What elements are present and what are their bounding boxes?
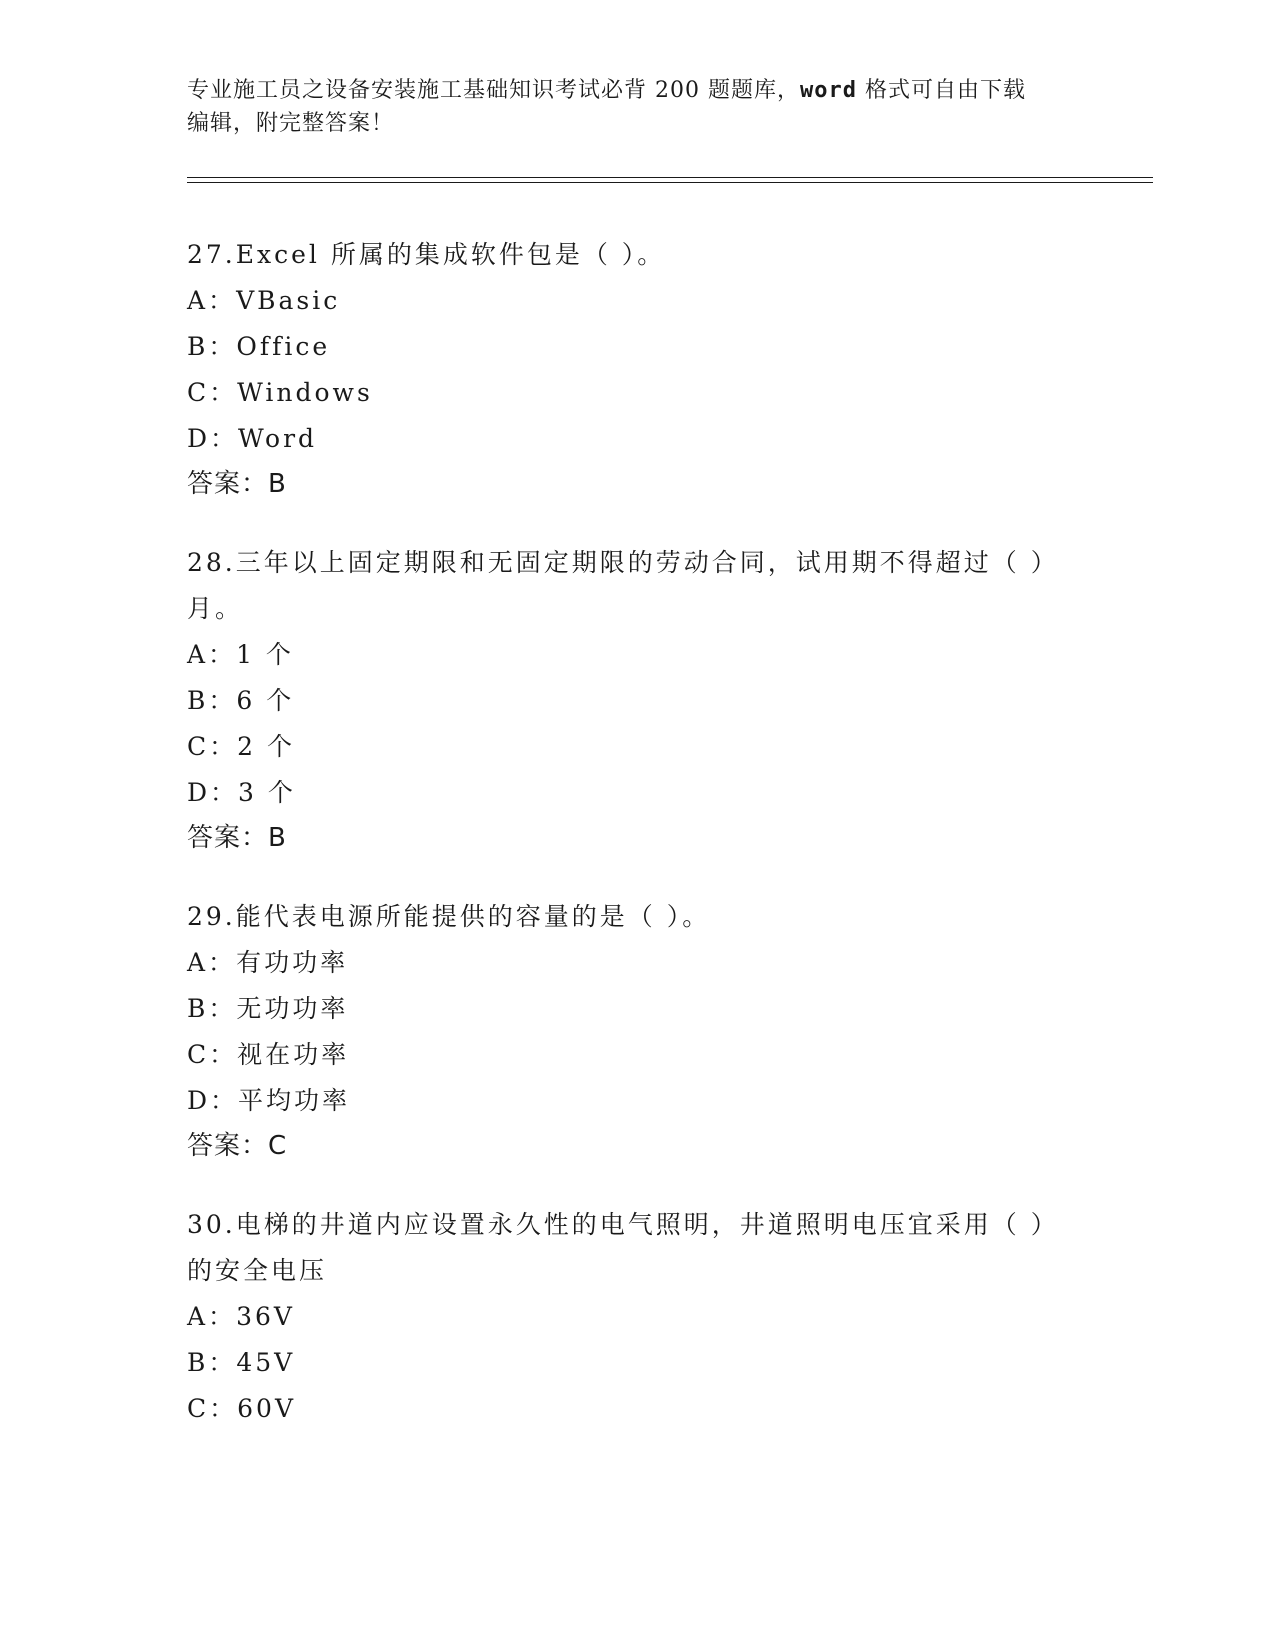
question-stem: 27.Excel 所属的集成软件包是（ ）。 [187,240,666,269]
option-text: Windows [237,378,373,407]
option-key: B： [187,332,237,361]
answer-value: B [268,823,287,853]
option-key: A： [187,286,237,315]
option-text: 36V [236,1302,295,1331]
option-d [187,416,1087,462]
option-key: B： [187,686,237,715]
option-b [187,678,1087,724]
document-header [187,74,1087,140]
answer-label: 答案： [187,1131,269,1161]
option-c [187,724,1087,770]
option-text: 无功功率 [236,994,349,1023]
option-key: A： [187,948,237,977]
option-key: A： [187,1302,237,1331]
option-key: C： [187,732,238,761]
header-divider-bottom [187,182,1153,183]
option-d [187,1078,1087,1124]
answer-value: C [268,1131,288,1161]
answer-line [187,462,1087,506]
option-key: D： [187,778,239,807]
option-c [187,370,1087,416]
header-line-2: 编辑，附完整答案！ [187,111,395,136]
option-a [187,278,1087,324]
option-text: 平均功率 [238,1086,351,1115]
option-text: 2 个 [237,732,295,761]
option-text: 6 个 [236,686,295,715]
option-b [187,986,1087,1032]
answer-label: 答案： [187,469,269,499]
option-b [187,324,1087,370]
option-key: A： [187,640,237,669]
question-30 [187,1202,1087,1432]
answer-value: B [268,469,287,499]
option-c [187,1386,1087,1432]
header-line-1 [187,74,1087,107]
option-text: 1 个 [236,640,294,669]
option-text: 60V [237,1394,297,1423]
answer-label: 答案： [187,823,269,853]
option-text: VBasic [236,286,341,315]
question-stem: 28.三年以上固定期限和无固定期限的劳动合同，试用期不得超过（ ）月。 [187,548,1047,623]
header-word-label: word [799,78,857,103]
option-a [187,632,1087,678]
option-text: Word [238,424,318,453]
question-27 [187,232,1087,506]
header-text-a: 专业施工员之设备安装施工基础知识考试必背 200 题题库， [187,78,800,103]
option-c [187,1032,1087,1078]
question-stem: 30.电梯的井道内应设置永久性的电气照明，井道照明电压宜采用（ ）的安全电压 [187,1210,1047,1285]
question-list [187,232,1087,1466]
option-key: B： [187,994,237,1023]
option-a [187,1294,1087,1340]
option-d [187,770,1087,816]
question-29 [187,894,1087,1168]
option-text: 视在功率 [237,1040,350,1069]
answer-line [187,816,1087,860]
option-key: B： [187,1348,237,1377]
question-28 [187,540,1087,860]
question-stem: 29.能代表电源所能提供的容量的是（ ）。 [187,902,711,931]
option-a [187,940,1087,986]
header-divider-top [187,177,1153,178]
option-text: Office [236,332,331,361]
option-key: D： [187,1086,239,1115]
answer-line [187,1124,1087,1168]
option-key: D： [187,424,239,453]
header-text-b: 格式可自由下载 [856,78,1026,103]
option-key: C： [187,1040,238,1069]
option-text: 有功功率 [236,948,349,977]
option-text: 3 个 [238,778,296,807]
option-b [187,1340,1087,1386]
option-key: C： [187,1394,238,1423]
option-text: 45V [236,1348,296,1377]
option-key: C： [187,378,238,407]
